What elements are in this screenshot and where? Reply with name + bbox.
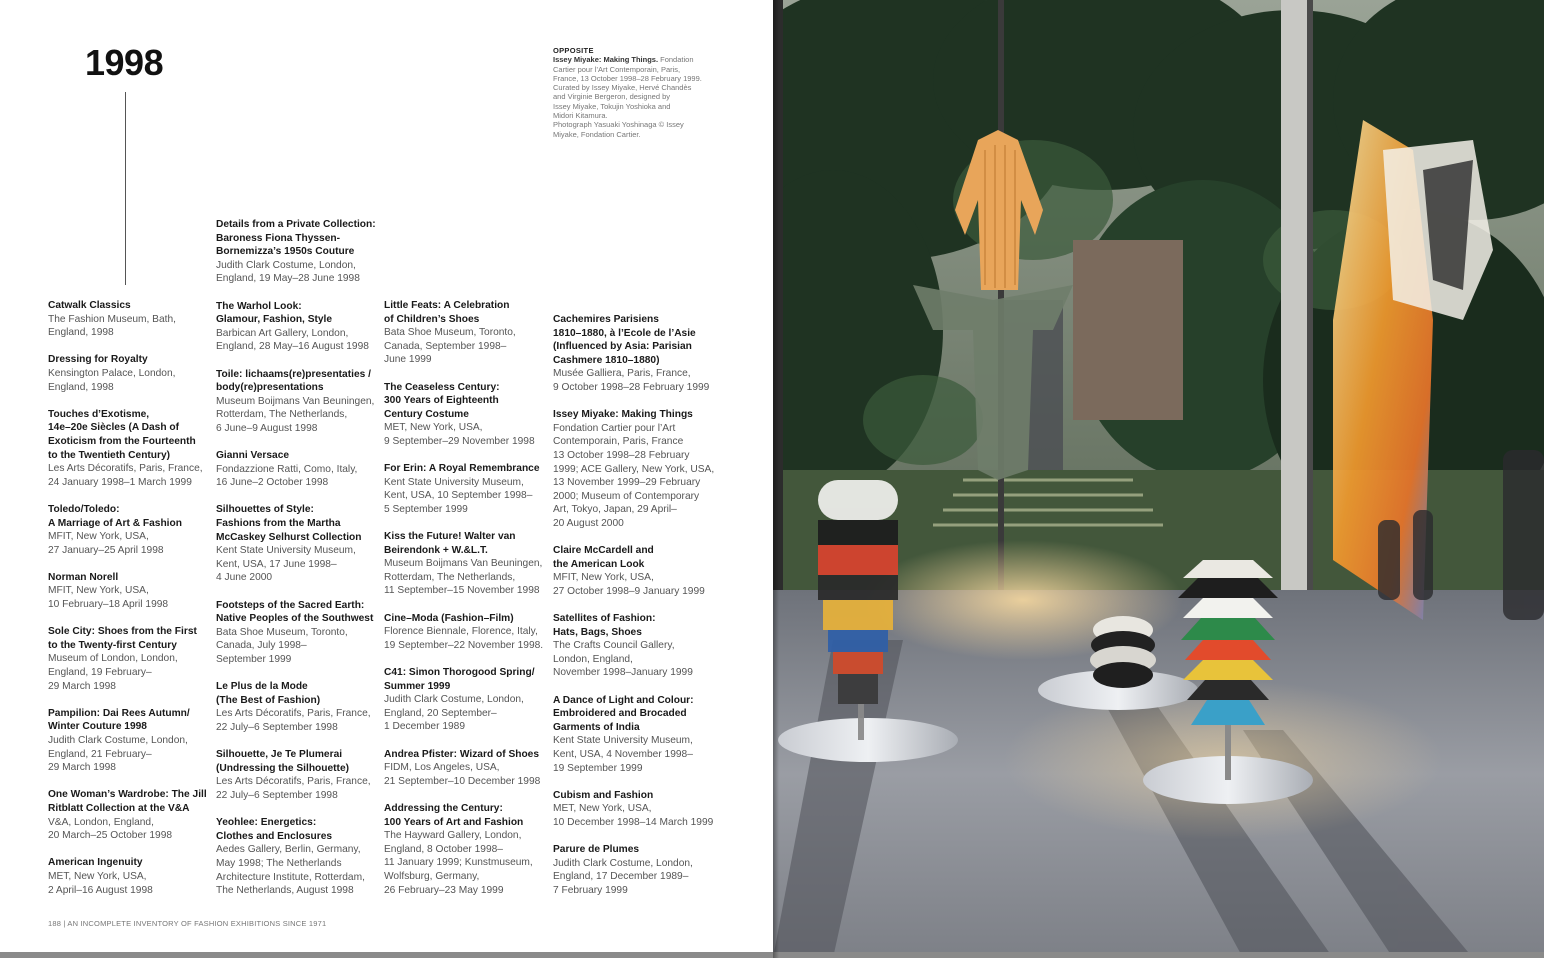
exhibition-title: Catwalk Classics xyxy=(48,300,131,311)
exhibition-title: For Erin: A Royal Remembrance xyxy=(384,463,540,475)
exhibition-title: the American Look xyxy=(553,558,645,570)
exhibition-details: The Fashion Museum, Bath, xyxy=(48,313,176,325)
exhibition-title: Sole City: Shoes from the First xyxy=(48,626,197,638)
exhibition-details: 4 June 2000 xyxy=(216,572,273,584)
exhibition-title: Toile: lichaams(re)presentaties / xyxy=(216,368,371,380)
exhibition-details: Canada, September 1998– xyxy=(384,340,507,352)
exhibition-details: May 1998; The Netherlands xyxy=(216,857,342,869)
exhibition-entry xyxy=(48,503,213,557)
exhibition-title: (Influenced by Asia: Parisian xyxy=(553,341,692,353)
exhibition-column-4 xyxy=(553,313,718,911)
exhibition-details: 20 August 2000 xyxy=(553,517,624,529)
caption-title: Issey Miyake: Making Things. xyxy=(553,55,659,65)
exhibition-details: 22 July–6 September 1998 xyxy=(216,721,338,733)
exhibition-details: Wolfsburg, Germany, xyxy=(384,870,480,882)
exhibition-details: Rotterdam, The Netherlands, xyxy=(384,571,516,583)
exhibition-photograph xyxy=(773,0,1544,958)
exhibition-entry xyxy=(384,612,549,653)
exhibition-entry xyxy=(216,599,381,667)
exhibition-title: Embroidered and Brocaded xyxy=(553,708,687,720)
exhibition-entry xyxy=(48,856,213,897)
exhibition-details: England, 1998 xyxy=(48,327,114,339)
exhibition-title: body(re)presentations xyxy=(216,382,324,394)
exhibition-entry xyxy=(48,408,213,490)
exhibition-entry xyxy=(384,530,549,598)
exhibition-details: England, 28 May–16 August 1998 xyxy=(216,341,369,353)
exhibition-title: A Dance of Light and Colour: xyxy=(553,694,694,706)
exhibition-details: England, 19 February– xyxy=(48,667,152,679)
exhibition-details: The Hayward Gallery, London, xyxy=(384,830,522,842)
exhibition-entry xyxy=(216,503,381,585)
exhibition-details: 10 February–18 April 1998 xyxy=(48,599,169,611)
exhibition-title: 1810–1880, à l’Ecole de l’Asie xyxy=(553,327,696,339)
exhibition-details: 2000; Museum of Contemporary xyxy=(553,490,700,502)
exhibition-title: Claire McCardell and xyxy=(553,545,654,557)
exhibition-title: Winter Couture 1998 xyxy=(48,721,147,733)
exhibition-title: Dressing for Royalty xyxy=(48,354,148,366)
exhibition-title: Issey Miyake: Making Things xyxy=(553,409,693,421)
exhibition-details: 1999; ACE Gallery, New York, USA, xyxy=(553,463,715,475)
exhibition-details: Aedes Gallery, Berlin, Germany, xyxy=(216,844,361,856)
exhibition-details: September 1999 xyxy=(216,654,292,665)
exhibition-details: November 1998–January 1999 xyxy=(553,667,693,679)
exhibition-title: Garments of India xyxy=(553,721,640,733)
exhibition-details: 29 March 1998 xyxy=(48,762,116,774)
exhibition-title: Native Peoples of the Southwest xyxy=(216,613,374,625)
exhibition-entry xyxy=(553,843,718,897)
exhibition-details: Fondation Cartier pour l’Art xyxy=(553,422,676,434)
exhibition-title: Norman Norell xyxy=(48,571,119,583)
exhibition-entry xyxy=(384,802,549,897)
exhibition-details: Judith Clark Costume, London, xyxy=(553,857,693,869)
exhibition-entry xyxy=(48,625,213,693)
exhibition-entry xyxy=(384,381,549,449)
display-platform-left xyxy=(778,718,958,762)
exhibition-title: Details from a Private Collection: xyxy=(216,219,376,230)
exhibition-title: Cubism and Fashion xyxy=(553,789,654,801)
photo-caption xyxy=(553,46,703,139)
exhibition-title: to the Twentieth Century) xyxy=(48,449,171,461)
exhibition-entry xyxy=(48,299,213,340)
exhibition-details: MET, New York, USA, xyxy=(384,422,483,434)
exhibition-entry xyxy=(553,694,718,776)
exhibition-details: Judith Clark Costume, London, xyxy=(384,694,524,706)
exhibition-details: Kent State University Museum, xyxy=(384,476,524,488)
exhibition-details: MFIT, New York, USA, xyxy=(48,531,149,543)
exhibition-title: Clothes and Enclosures xyxy=(216,830,333,842)
exhibition-entry xyxy=(216,368,381,436)
exhibition-title: Fashions from the Martha xyxy=(216,518,341,530)
exhibition-title: The Ceaseless Century: xyxy=(384,381,500,393)
exhibition-details: 10 December 1998–14 March 1999 xyxy=(553,816,714,828)
exhibition-details: The Crafts Council Gallery, xyxy=(553,640,675,652)
caption-line: France, 13 October 1998–28 February 1999. xyxy=(553,73,702,83)
exhibition-details: Museum Boijmans Van Beuningen, xyxy=(384,558,543,570)
exhibition-details: Canada, July 1998– xyxy=(216,640,307,652)
exhibition-title: Glamour, Fashion, Style xyxy=(216,314,333,326)
exhibition-details: Musée Galliera, Paris, France, xyxy=(553,368,691,380)
exhibition-details: 11 January 1999; Kunstmuseum, xyxy=(384,857,533,869)
exhibition-title: Silhouettes of Style: xyxy=(216,504,314,516)
exhibition-details: MET, New York, USA, xyxy=(553,803,652,815)
exhibition-details: 5 September 1999 xyxy=(384,503,468,515)
caption-line: Curated by Issey Miyake, Hervé Chandès xyxy=(553,83,692,93)
exhibition-details: 24 January 1998–1 March 1999 xyxy=(48,476,192,488)
exhibition-title: Cine–Moda (Fashion–Film) xyxy=(384,612,514,624)
exhibition-entry xyxy=(48,788,213,842)
exhibition-entry xyxy=(48,571,213,612)
exhibition-details: Barbican Art Gallery, London, xyxy=(216,327,349,339)
exhibition-details: Rotterdam, The Netherlands, xyxy=(216,409,348,421)
exhibition-details: 13 October 1998–28 February xyxy=(553,449,690,461)
bottom-strip xyxy=(0,952,1544,958)
caption-line: Cartier pour l’Art Contemporain, Paris, xyxy=(553,64,681,74)
exhibition-title: Yeohlee: Energetics: xyxy=(216,817,317,829)
exhibition-entry xyxy=(216,300,381,354)
exhibition-details: V&A, London, England, xyxy=(48,816,154,828)
exhibition-details: England, 8 October 1998– xyxy=(384,843,503,855)
exhibition-details: Judith Clark Costume, London, xyxy=(48,735,188,746)
exhibition-title: Cashmere 1810–1880) xyxy=(553,354,660,366)
exhibition-details: 20 March–25 October 1998 xyxy=(48,830,173,842)
exhibition-details: 27 October 1998–9 January 1999 xyxy=(553,585,705,597)
right-page xyxy=(773,0,1544,958)
exhibition-details: 9 October 1998–28 February 1999 xyxy=(553,381,710,393)
exhibition-title: Little Feats: A Celebration xyxy=(384,300,510,311)
exhibition-title: Footsteps of the Sacred Earth: xyxy=(216,599,365,611)
exhibition-title: One Woman’s Wardrobe: The Jill xyxy=(48,789,207,801)
exhibition-details: Florence Biennale, Florence, Italy, xyxy=(384,626,538,638)
exhibition-details: England, 17 December 1989– xyxy=(553,871,689,883)
exhibition-title: Bornemizza’s 1950s Couture xyxy=(216,246,355,258)
exhibition-details: MFIT, New York, USA, xyxy=(48,585,149,597)
exhibition-details: Kent, USA, 17 June 1998– xyxy=(216,558,337,570)
exhibition-details: FIDM, Los Angeles, USA, xyxy=(384,762,500,774)
exhibition-title: The Warhol Look: xyxy=(216,300,302,312)
exhibition-title: American Ingenuity xyxy=(48,857,143,869)
exhibition-details: England, 19 May–28 June 1998 xyxy=(216,273,360,285)
exhibition-title: C41: Simon Thorogood Spring/ xyxy=(384,667,535,679)
exhibition-title: (The Best of Fashion) xyxy=(216,694,321,706)
exhibition-entry xyxy=(553,313,718,395)
exhibition-details: 11 September–15 November 1998 xyxy=(384,585,540,597)
exhibition-column-2 xyxy=(216,218,381,911)
exhibition-title: 14e–20e Siècles (A Dash of xyxy=(48,422,179,434)
exhibition-details: June 1999 xyxy=(384,354,432,366)
exhibition-title: Century Costume xyxy=(384,408,469,420)
exhibition-entry xyxy=(216,218,381,286)
exhibition-details: 27 January–25 April 1998 xyxy=(48,544,164,556)
exhibition-details: 13 November 1999–29 February xyxy=(553,477,701,489)
exhibition-title: 300 Years of Eighteenth xyxy=(384,395,499,407)
exhibition-details: The Netherlands, August 1998 xyxy=(216,885,354,897)
exhibition-title: Cachemires Parisiens xyxy=(553,314,659,325)
exhibition-title: Pampilion: Dai Rees Autumn/ xyxy=(48,707,190,719)
exhibition-details: 21 September–10 December 1998 xyxy=(384,775,541,787)
exhibition-details: Kent State University Museum, xyxy=(216,545,356,557)
exhibition-details: London, England, xyxy=(553,653,633,665)
page-folio: 188 | AN INCOMPLETE INVENTORY OF FASHION EXHIBITIONS SINCE 1971 xyxy=(48,919,327,928)
exhibition-details: Kent, USA, 10 September 1998– xyxy=(384,490,533,502)
caption-first-line: Fondation xyxy=(658,55,694,65)
exhibition-details: Contemporain, Paris, France xyxy=(553,436,684,448)
exhibition-details: 6 June–9 August 1998 xyxy=(216,422,318,434)
exhibition-details: Museum Boijmans Van Beuningen, xyxy=(216,395,375,407)
exhibition-details: Bata Shoe Museum, Toronto, xyxy=(384,327,516,339)
exhibition-details: 19 September 1999 xyxy=(553,762,643,774)
caption-line: and Virginie Bergeron, designed by xyxy=(553,92,671,102)
exhibition-details: MFIT, New York, USA, xyxy=(553,572,654,584)
exhibition-details: Museum of London, London, xyxy=(48,653,178,665)
exhibition-title: to the Twenty-first Century xyxy=(48,639,177,651)
exhibition-title: 100 Years of Art and Fashion xyxy=(384,816,524,828)
exhibition-title: Parure de Plumes xyxy=(553,844,640,856)
exhibition-entry xyxy=(384,666,549,734)
exhibition-title: A Marriage of Art & Fashion xyxy=(48,517,182,529)
exhibition-details: Fondazzione Ratti, Como, Italy, xyxy=(216,463,358,475)
exhibition-details: 7 February 1999 xyxy=(553,884,628,896)
exhibition-title: of Children’s Shoes xyxy=(384,313,480,325)
exhibition-title: Touches d’Exotisme, xyxy=(48,408,150,420)
exhibition-title: Andrea Pfister: Wizard of Shoes xyxy=(384,748,540,760)
exhibition-details: 19 September–22 November 1998. xyxy=(384,639,544,651)
exhibition-column-3 xyxy=(384,299,549,911)
exhibition-details: 16 June–2 October 1998 xyxy=(216,477,329,489)
exhibition-details: 26 February–23 May 1999 xyxy=(384,884,504,896)
exhibition-entry xyxy=(553,544,718,598)
exhibition-details: Judith Clark Costume, London, xyxy=(216,259,356,271)
exhibition-column-1 xyxy=(48,299,213,911)
exhibition-entry xyxy=(384,462,549,516)
exhibition-details: 22 July–6 September 1998 xyxy=(216,789,338,801)
exhibition-title: Exoticism from the Fourteenth xyxy=(48,435,196,447)
exhibition-details: Architecture Institute, Rotterdam, xyxy=(216,871,365,883)
caption-body xyxy=(553,55,703,139)
exhibition-title: Hats, Bags, Shoes xyxy=(553,626,642,638)
exhibition-title: Silhouette, Je Te Plumerai xyxy=(216,749,343,761)
exhibition-title: (Undressing the Silhouette) xyxy=(216,762,350,774)
exhibition-title: Le Plus de la Mode xyxy=(216,681,308,693)
caption-heading: OPPOSITE xyxy=(553,46,594,55)
exhibition-title: Gianni Versace xyxy=(216,450,290,462)
exhibition-entry xyxy=(553,612,718,680)
exhibition-title: Summer 1999 xyxy=(384,680,451,692)
exhibition-details: MET, New York, USA, xyxy=(48,870,147,882)
exhibition-details: Les Arts Décoratifs, Paris, France, xyxy=(48,463,203,475)
caption-line: Issey Miyake, Tokujin Yoshioka and xyxy=(553,101,671,111)
exhibition-details: England, 21 February– xyxy=(48,748,152,760)
year-rule xyxy=(125,92,126,285)
exhibition-details: 2 April–16 August 1998 xyxy=(48,884,153,896)
exhibition-entry xyxy=(48,353,213,394)
caption-line: Miyake, Fondation Cartier. xyxy=(553,129,641,139)
exhibition-title: Toledo/Toledo: xyxy=(48,503,120,515)
exhibition-title: Baroness Fiona Thyssen- xyxy=(216,232,340,244)
exhibition-entry xyxy=(553,789,718,830)
exhibition-title: Addressing the Century: xyxy=(384,802,503,814)
exhibition-details: Kent State University Museum, xyxy=(553,735,693,747)
exhibition-details: 1 December 1989 xyxy=(384,721,465,733)
exhibition-title: Ritblatt Collection at the V&A xyxy=(48,802,190,814)
exhibition-title: Satellites of Fashion: xyxy=(553,613,656,625)
caption-line: Photograph Yasuaki Yoshinaga © Issey xyxy=(553,120,684,130)
exhibition-details: England, 1998 xyxy=(48,381,114,393)
exhibition-title: Kiss the Future! Walter van xyxy=(384,531,516,543)
exhibition-details: 29 March 1998 xyxy=(48,680,116,692)
gutter-shadow xyxy=(773,0,779,958)
exhibition-entry xyxy=(216,748,381,802)
exhibition-details: Kensington Palace, London, xyxy=(48,367,176,379)
exhibition-entry xyxy=(384,748,549,789)
exhibition-details: Les Arts Décoratifs, Paris, France, xyxy=(216,776,371,788)
year-heading: 1998 xyxy=(85,42,164,83)
exhibition-entry xyxy=(216,449,381,490)
exhibition-details: Bata Shoe Museum, Toronto, xyxy=(216,626,348,638)
exhibition-details: 9 September–29 November 1998 xyxy=(384,435,535,447)
exhibition-entry xyxy=(216,816,381,898)
caption-line: Midori Kitamura. xyxy=(553,111,608,121)
stacked-hats-center xyxy=(1090,616,1156,688)
exhibition-details: Kent, USA, 4 November 1998– xyxy=(553,749,693,760)
exhibition-entry xyxy=(384,299,549,367)
exhibition-title: McCaskey Selhurst Collection xyxy=(216,531,362,543)
exhibition-details: Les Arts Décoratifs, Paris, France, xyxy=(216,708,371,720)
exhibition-entry xyxy=(216,680,381,734)
exhibition-entry xyxy=(48,707,213,775)
exhibition-title: Beirendonk + W.&L.T. xyxy=(384,544,488,556)
exhibition-details: England, 20 September– xyxy=(384,707,497,719)
exhibition-details: Art, Tokyo, Japan, 29 April– xyxy=(553,504,677,516)
exhibition-entry xyxy=(553,408,718,530)
